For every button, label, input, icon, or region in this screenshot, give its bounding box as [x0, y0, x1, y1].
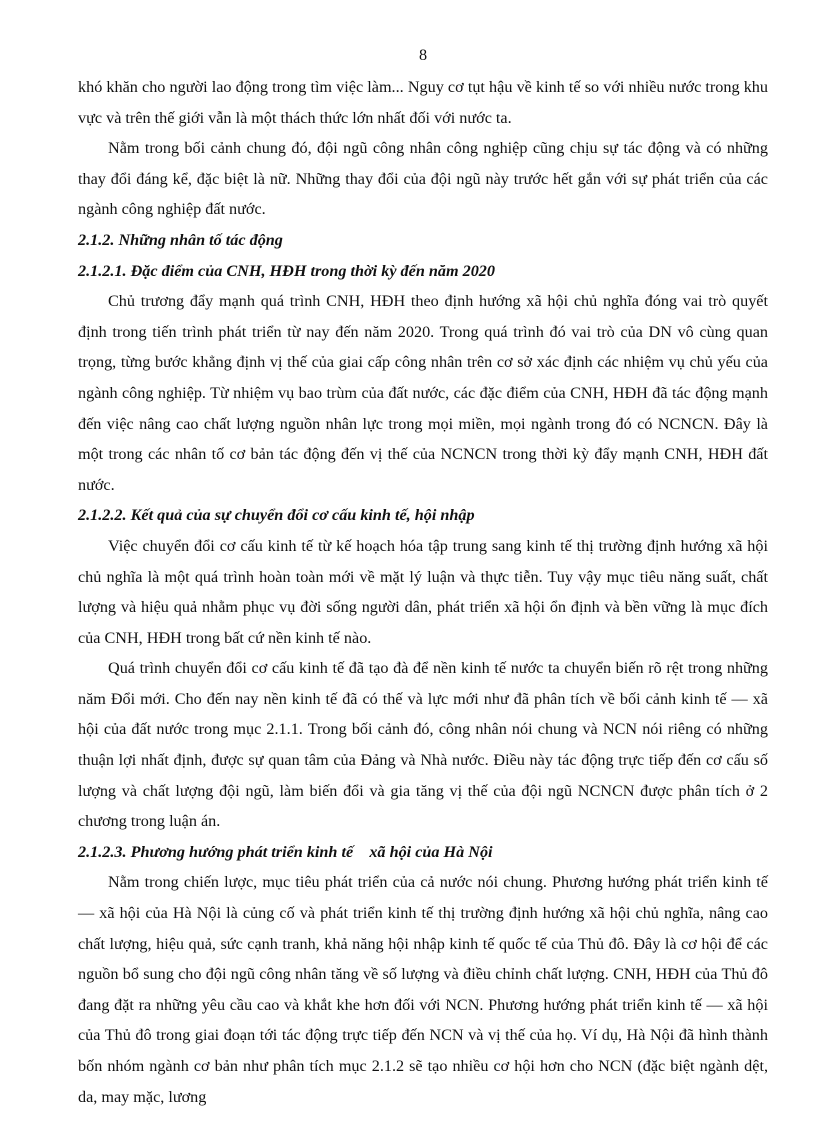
paragraph: Nằm trong bối cảnh chung đó, đội ngũ công nhân công nghiệp cũng chịu sự tác động và có những thay đổi đáng kể, đặc biệt là nữ. Những thay đổi của đội ngũ này trước hết gắn với sự phát triển của các ngành công nghiệp đất nước.: [78, 139, 768, 219]
paragraph: Việc chuyển đổi cơ cấu kinh tế từ kế hoạch hóa tập trung sang kinh tế thị trường định hướng xã hội chủ nghĩa là một quá trình hoàn toàn mới về mặt lý luận và thực tiễn. Tuy vậy mục tiêu năng suất, chất lượng và hiệu quả nhằm phục vụ đời sống người dân, phát triển xã hội ổn định và bền vững là mục đích của CNH, HĐH trong bất cứ nền kinh tế nào.: [78, 536, 768, 647]
page-number: 8: [418, 46, 428, 64]
subsection-heading: 2.1.2.3. Phương hướng phát triển kinh tế xã hội của Hà Nội: [78, 842, 493, 861]
paragraph: Nằm trong chiến lược, mục tiêu phát triển của cả nước nói chung. Phương hướng phát triển kinh tế — xã hội của Hà Nội là củng cố và phát triển kinh tế thị trường định hướng xã hội chủ nghĩa, nâng cao chất lượng, hiệu quả, sức cạnh tranh, khả năng hội nhập kinh tế quốc tế của Thủ đô. Đây là cơ hội để các nguồn bổ sung cho đội ngũ công nhân tăng về số lượng và điều chỉnh chất lượng. CNH, HĐH của Thủ đô đang đặt ra những yêu cầu cao và khắt khe hơn đối với NCN. Phương hướng phát triển kinh tế — xã hội của Thủ đô trong giai đoạn tới tác động trực tiếp đến NCN và vị thế của họ. Ví dụ, Hà Nội đã hình thành bốn nhóm ngành cơ bản như phân tích mục 2.1.2 sẽ tạo nhiều cơ hội hơn cho NCN (đặc biệt ngành dệt, da, may mặc, lương: [78, 873, 768, 1106]
paragraph: Chủ trương đẩy mạnh quá trình CNH, HĐH theo định hướng xã hội chủ nghĩa đóng vai trò quyết định trong tiến trình phát triển từ nay đến năm 2020. Trong quá trình đó vai trò của DN vô cùng quan trọng, từng bước khẳng định vị thế của giai cấp công nhân trên cơ sở xác định các nhiệm vụ chủ yếu của ngành công nghiệp. Từ nhiệm vụ bao trùm của đất nước, các đặc điểm của CNH, HĐH đã tác động mạnh đến việc nâng cao chất lượng nguồn nhân lực trong mọi miền, mọi ngành trong đó có NCNCN. Đây là một trong các nhân tố cơ bản tác động đến vị thế của NCNCN trong thời kỳ đẩy mạnh CNH, HĐH đất nước.: [78, 292, 768, 494]
subsection-heading: 2.1.2.1. Đặc điểm của CNH, HĐH trong thời kỳ đến năm 2020: [78, 261, 495, 280]
paragraph: Quá trình chuyển đổi cơ cấu kinh tế đã tạo đà để nền kinh tế nước ta chuyển biến rõ rệt trong những năm Đổi mới. Cho đến nay nền kinh tế đã có thế và lực mới như đã phân tích về bối cảnh kinh tế — xã hội của đất nước trong mục 2.1.1. Trong bối cảnh đó, công nhân nói chung và NCN nói riêng có những thuận lợi nhất định, được sự quan tâm của Đảng và Nhà nước. Điều này tác động trực tiếp đến cơ cấu số lượng và chất lượng đội ngũ, làm biến đổi và gia tăng vị thế của đội ngũ NCNCN được phân tích ở 2 chương trong luận án.: [78, 659, 768, 831]
subsection-heading: 2.1.2.2. Kết quả của sự chuyển đổi cơ cấu kinh tế, hội nhập: [78, 506, 475, 525]
section-heading: 2.1.2. Những nhân tố tác động: [78, 230, 283, 249]
paragraph: khó khăn cho người lao động trong tìm việc làm... Nguy cơ tụt hậu về kinh tế so với nhiều nước trong khu vực và trên thế giới vẫn là một thách thức lớn nhất đối với nước ta.: [78, 78, 768, 127]
document-page: [78, 44, 768, 1112]
